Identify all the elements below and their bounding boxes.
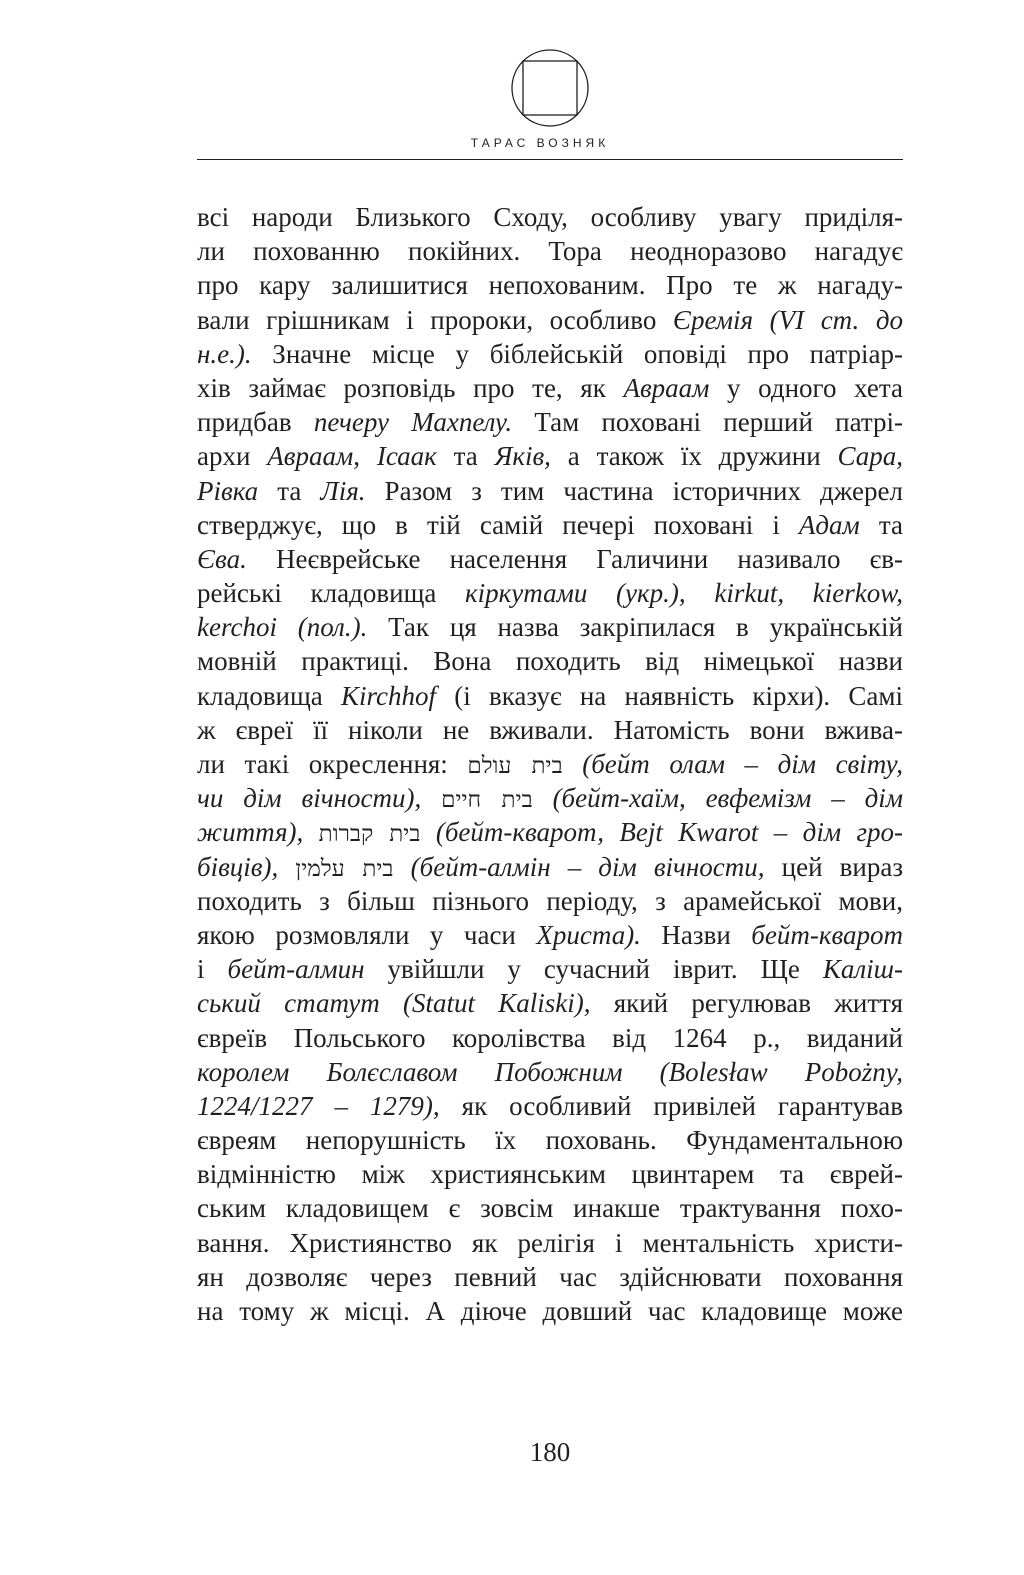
text-line (197, 576, 903, 610)
text-line (197, 439, 903, 473)
text-line (197, 234, 903, 268)
text-run: на тому ж місці. А діюче довший час кладовище може (197, 1296, 903, 1326)
text-line (197, 371, 903, 405)
text-line (197, 1021, 903, 1055)
text-line (197, 918, 903, 952)
text-line (197, 850, 903, 884)
italic-run: Лія. (320, 475, 366, 506)
text-run: ж євреї її ніколи не вживали. Натомість вони вжива- (197, 714, 903, 745)
italic-run: (бейт-хаїм, евфемізм – дім (552, 783, 904, 814)
text-run: у одного хета (709, 372, 903, 403)
running-header-author: ТАРАС ВОЗНЯК (470, 136, 610, 150)
text-run: ян дозволяє через певний час здійснювати поховання (197, 1261, 903, 1292)
text-run: ським кладовищем є зовсім инакше трактування похо- (197, 1193, 903, 1224)
text-run: євреїв Польського королівства від 1264 р., виданий (197, 1022, 903, 1053)
text-run: рейські кладовища (197, 578, 466, 609)
text-run: Значне місце у біблейській оповіді про патріар- (251, 338, 903, 369)
text-run: стверджує, що в тій самій печері поховані і (197, 509, 799, 540)
text-run: хів займає розповідь про те, як (197, 372, 624, 403)
text-run (420, 817, 435, 847)
header-divider (197, 159, 903, 160)
text-run: увійшли у сучасний іврит. Ще (364, 954, 823, 985)
text-run: цей вираз (764, 851, 904, 882)
italic-run: Каліш- (822, 954, 903, 985)
text-run (533, 783, 553, 813)
text-run: архи (197, 441, 268, 472)
italic-run: життя), (197, 817, 304, 848)
text-line (197, 884, 903, 918)
text-run: та (859, 509, 903, 540)
text-run: (і вказує на наявність кірхи). Самі (436, 680, 903, 711)
text-run: про кару залишитися непохованим. Про те ж нагаду- (197, 270, 903, 301)
text-line (197, 747, 903, 781)
italic-run: Яків, (494, 441, 551, 472)
hebrew-term: בית עולם (467, 753, 563, 779)
italic-run: бейт-кварот (751, 919, 903, 950)
text-run (303, 817, 318, 847)
text-run: і (197, 954, 228, 985)
text-run: походить з більш пізнього періоду, з арамейської мови, (197, 885, 903, 916)
circle-square-emblem-icon (510, 48, 590, 128)
text-line (197, 781, 903, 815)
text-run (394, 852, 411, 882)
text-run: який регулював життя (590, 988, 904, 1019)
text-line (197, 268, 903, 302)
italic-run: (бейт-кварот, Bejt Kwarot – дім гро- (435, 817, 904, 848)
italic-run: Єремія (VI ст. до (672, 304, 903, 335)
text-run: Назви (640, 919, 752, 950)
text-line (197, 815, 903, 849)
text-run: вання. Християнство як релігія і ментальність христи- (197, 1227, 903, 1258)
italic-run: бівців), (197, 851, 279, 882)
text-run: всі народи Близького Сходу, особливу увагу приділя- (197, 202, 903, 232)
italic-run: 1224/1227 – 1279), (197, 1090, 440, 1121)
italic-run: печеру Махпелу. (313, 407, 513, 438)
italic-run: Авраам, Ісаак (267, 441, 437, 472)
italic-run: Сара, (837, 441, 903, 472)
text-run: якою розмовляли у часи (197, 919, 537, 950)
text-run: мовній практиці. Вона походить від німецької назви (197, 646, 903, 677)
text-line (197, 1260, 903, 1294)
text-run: придбав (197, 407, 314, 438)
text-line (197, 679, 903, 713)
italic-run: н.е.). (197, 338, 252, 369)
text-line (197, 474, 903, 508)
text-run: Так ця назва закріпилася в українській (367, 612, 903, 643)
text-line (197, 952, 903, 986)
text-run: вали грішникам і пророки, особливо (197, 304, 673, 335)
text-line (197, 1089, 903, 1123)
text-line (197, 1191, 903, 1225)
text-line (197, 644, 903, 678)
text-run: ли такі окреслення: (197, 749, 468, 779)
italic-run: (бейт-алмін – дім вічности, (410, 851, 765, 882)
italic-run: (бейт олам – дім світу, (582, 749, 903, 779)
italic-run: Єва. (197, 543, 247, 574)
text-run: ли похованню покійних. Тора неодноразово нагадує (197, 236, 903, 267)
italic-run: бейт-алмин (227, 954, 365, 985)
text-run: Там поховані перший патрі- (512, 407, 903, 438)
text-line (197, 713, 903, 747)
text-run: Разом з тим частина історичних джерел (365, 475, 903, 506)
text-line (197, 337, 903, 371)
text-line (197, 542, 903, 576)
hebrew-term: בית עלמין (295, 855, 394, 882)
text-line (197, 610, 903, 644)
italic-run: kerchoi (пол.). (197, 612, 368, 643)
text-run: відмінністю між християнським цвинтарем та єврей- (197, 1159, 903, 1190)
text-run: та (258, 475, 321, 506)
hebrew-term: בית קברות (318, 821, 421, 848)
italic-run: Христа). (536, 919, 641, 950)
text-line (197, 986, 903, 1020)
italic-run: чи дім вічности), (197, 783, 422, 814)
text-run: як особливий привілей гарантував (439, 1090, 903, 1121)
italic-run: королем Болєславом Побожним (Bolesław Pobożny, (197, 1056, 903, 1087)
text-run (563, 749, 583, 779)
text-line (197, 1157, 903, 1191)
page-number: 180 (529, 1437, 571, 1467)
text-line (197, 508, 903, 542)
text-run (278, 852, 295, 882)
text-line (197, 1055, 903, 1089)
text-line (197, 303, 903, 337)
italic-run: кіркутами (укр.), kirkut, kierkow, (465, 578, 903, 609)
text-run: кладовища (197, 680, 342, 711)
italic-run: Авраам (623, 372, 710, 403)
italic-run: ський статут (Statut Kaliski), (197, 988, 591, 1019)
italic-run: Рівка (197, 475, 259, 506)
text-run: Неєврейське населення Галичини називало єв- (246, 543, 903, 574)
text-run (421, 783, 441, 813)
body-text (197, 200, 903, 1328)
text-run: а також їх дружини (550, 441, 838, 472)
italic-run: Адам (798, 509, 860, 540)
text-run: євреям непорушність їх поховань. Фундаментальною (197, 1125, 903, 1156)
text-line (197, 405, 903, 439)
text-line (197, 200, 903, 234)
text-run: та (436, 441, 495, 472)
text-line (197, 1294, 903, 1328)
text-line (197, 1123, 903, 1157)
italic-run: Kirchhof (341, 680, 437, 711)
hebrew-term: בית חיים (441, 787, 533, 814)
text-line (197, 1226, 903, 1260)
